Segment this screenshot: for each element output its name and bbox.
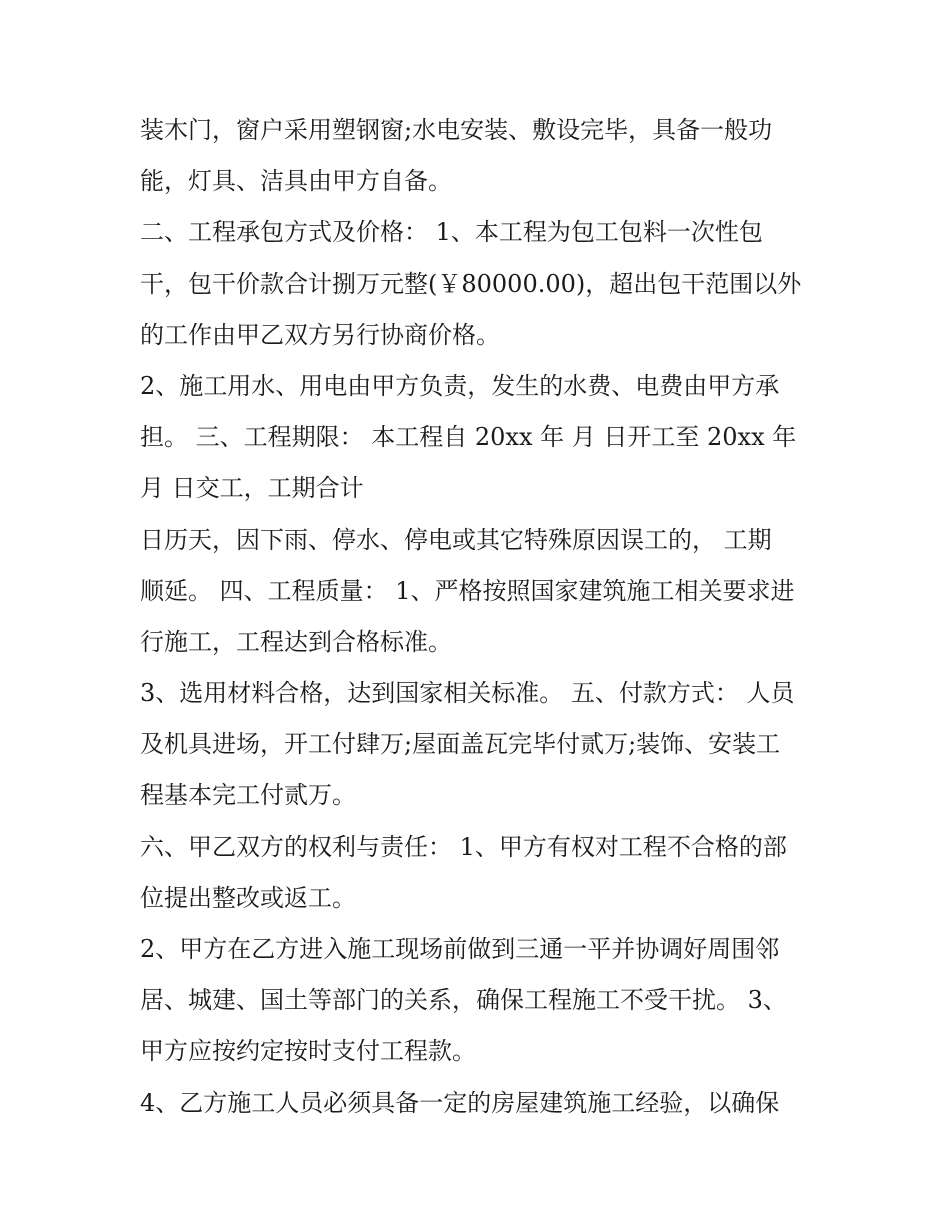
text-line: 干，包干价款合计捌万元整(￥80000.00)，超出包干范围以外: [140, 269, 802, 298]
text-line: 4、乙方施工人员必须具备一定的房屋建筑施工经验，以确保: [140, 1088, 780, 1117]
text-line: 程基本完工付贰万。: [140, 781, 356, 810]
text-line: 日历天，因下雨、停水、停电或其它特殊原因误工的， 工期: [140, 525, 772, 554]
text-line: 担。 三、工程期限： 本工程自 20xx 年 月 日开工至 20xx 年: [140, 423, 797, 452]
text-line: 2、甲方在乙方进入施工现场前做到三通一平并协调好周围邻: [140, 935, 780, 963]
text-line: 月 日交工，工期合计: [140, 474, 364, 503]
text-line: 顺延。 四、工程质量： 1、严格按照国家建筑施工相关要求进: [140, 576, 795, 605]
text-line: 能，灯具、洁具由甲方自备。: [140, 167, 452, 196]
text-line: 及机具进场，开工付肆万;屋面盖瓦完毕付贰万;装饰、安装工: [140, 730, 781, 759]
text-line: 装木门，窗户采用塑钢窗;水电安装、敷设完毕，具备一般功: [140, 116, 773, 144]
document-body: [140, 105, 820, 1129]
text-line: 二、工程承包方式及价格： 1、本工程为包工包料一次性包: [140, 218, 763, 247]
text-line: 位提出整改或返工。: [140, 883, 356, 912]
text-line: 六、甲乙双方的权利与责任： 1、甲方有权对工程不合格的部: [140, 832, 787, 861]
text-line: 2、施工用水、用电由甲方负责，发生的水费、电费由甲方承: [140, 371, 780, 400]
text-line: 3、选用材料合格，达到国家相关标准。 五、付款方式： 人员: [140, 679, 795, 708]
text-line: 甲方应按约定按时支付工程款。: [140, 1037, 476, 1066]
text-line: 居、城建、国土等部门的关系，确保工程施工不受干扰。 3、: [140, 986, 787, 1015]
text-line: 的工作由甲乙双方另行协商价格。: [140, 320, 500, 349]
text-line: 行施工，工程达到合格标准。: [140, 627, 452, 656]
